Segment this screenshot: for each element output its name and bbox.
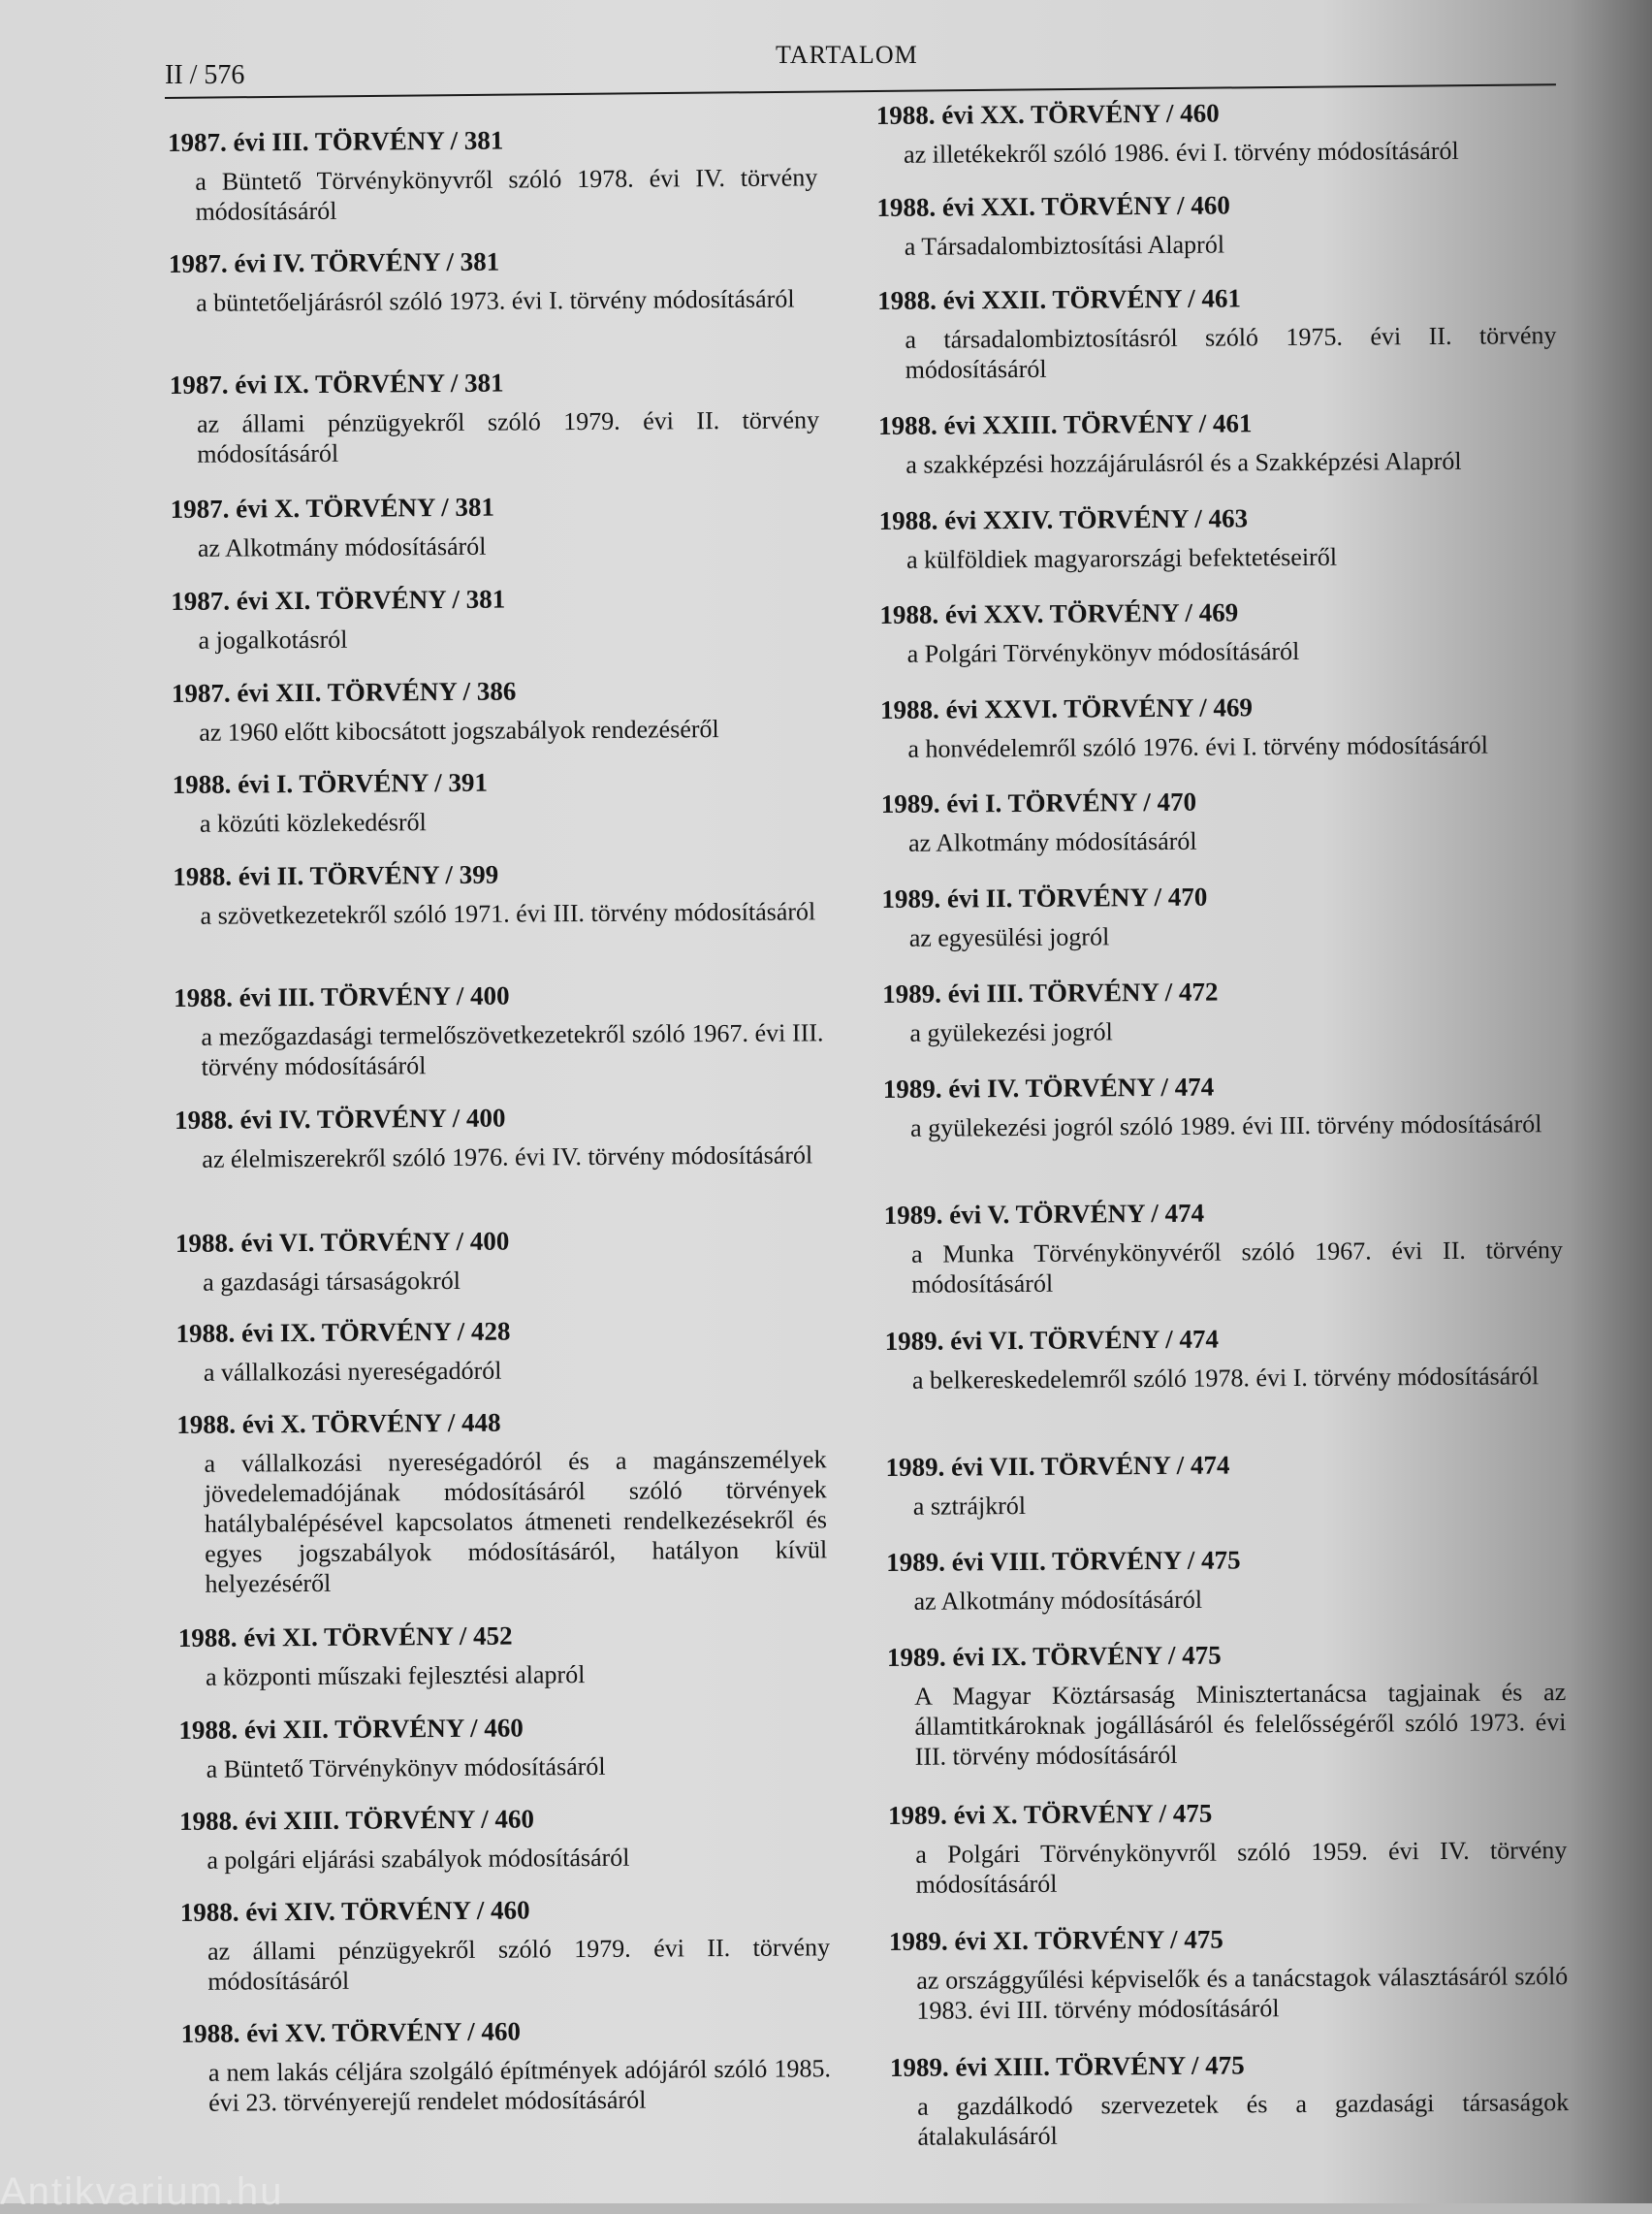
toc-entry <box>876 186 1555 262</box>
entry-description: a vállalkozási nyereségadóról és a magánszemélyek jövedelemadójának módosításáról szóló törvények hatálybalépésével kapcsolatos átmeneti rendelkezésekről és egyes jogszabályok módosításáról, hatályon kívül helyezéséről <box>204 1445 828 1598</box>
toc-entry <box>173 763 822 839</box>
entry-heading: 1988. évi XXIV. TÖRVÉNY / 463 <box>878 503 1249 535</box>
entry-description: a sztrájkról <box>912 1491 1027 1521</box>
entry-description: az élelmiszerekről szóló 1976. évi IV. törvény módosításáról <box>202 1140 813 1173</box>
entry-heading: 1987. évi IX. TÖRVÉNY / 381 <box>169 368 504 400</box>
entry-description: az állami pénzügyekről szóló 1979. évi II. törvény módosításáról <box>196 405 820 468</box>
toc-entry <box>878 404 1557 480</box>
toc-entry <box>883 1068 1562 1143</box>
toc-entry <box>168 121 818 227</box>
entry-description: a honvédelemről szóló 1976. évi I. törvény módosításáról <box>907 730 1489 763</box>
toc-entry <box>171 488 820 563</box>
entry-heading: 1989. évi III. TÖRVÉNY / 472 <box>882 977 1219 1009</box>
toc-entry <box>175 1222 825 1298</box>
toc-entry <box>174 977 824 1082</box>
toc-entry <box>882 973 1561 1048</box>
entry-heading: 1989. évi XIII. TÖRVÉNY / 475 <box>889 2050 1245 2082</box>
entry-description: a külföldiek magyarországi befektetéseiről <box>905 542 1338 574</box>
toc-entry <box>172 672 821 748</box>
entry-description: a szövetkezetekről szóló 1971. évi III. törvény módosításáról <box>200 897 816 930</box>
toc-entry <box>881 878 1560 953</box>
entry-description: a Társadalombiztosítási Alapról <box>904 230 1225 261</box>
entry-heading: 1988. évi XX. TÖRVÉNY / 460 <box>875 98 1220 130</box>
entry-heading: 1989. évi I. TÖRVÉNY / 470 <box>880 786 1197 818</box>
toc-entry <box>889 1920 1569 2026</box>
entry-description: a gazdálkodó szervezetek és a gazdasági társaságok átalakulásáról <box>917 2088 1570 2151</box>
toc-entry <box>170 364 820 469</box>
entry-description: a Büntető Törvénykönyv módosításáról <box>206 1751 606 1783</box>
toc-entry <box>176 1403 827 1599</box>
toc-entry <box>181 2012 832 2118</box>
entry-description: az Alkotmány módosításáról <box>197 531 487 562</box>
entry-description: a jogalkotásról <box>198 625 348 655</box>
entry-heading: 1989. évi X. TÖRVÉNY / 475 <box>887 1798 1213 1830</box>
entry-heading: 1988. évi XV. TÖRVÉNY / 460 <box>180 2016 522 2048</box>
entry-heading: 1987. évi IV. TÖRVÉNY / 381 <box>168 246 500 278</box>
toc-entry <box>890 2046 1570 2152</box>
entry-description: a szakképzési hozzájárulásról és a Szakképzési Alapról <box>905 446 1462 479</box>
toc-entry <box>175 1312 825 1388</box>
entry-description: az Alkotmány módosításáról <box>913 1585 1203 1616</box>
entry-description: az országgyűlési képviselők és a tanácstagok választásáról szóló 1983. évi III. törvény módosításáról <box>916 1962 1569 2025</box>
page-number: II / 576 <box>165 60 245 90</box>
header-title: TARTALOM <box>776 41 918 69</box>
entry-description: az egyesülési jogról <box>908 922 1110 952</box>
entry-heading: 1988. évi X. TÖRVÉNY / 448 <box>176 1407 501 1439</box>
entry-heading: 1988. évi IX. TÖRVÉNY / 428 <box>175 1316 511 1348</box>
entry-heading: 1988. évi XXII. TÖRVÉNY / 461 <box>877 283 1242 315</box>
entry-heading: 1989. évi II. TÖRVÉNY / 470 <box>881 882 1208 914</box>
entry-description: az állami pénzügyekről szóló 1979. évi II. törvény módosításáról <box>206 1933 831 1996</box>
left-column <box>167 0 832 2203</box>
entry-heading: 1988. évi VI. TÖRVÉNY / 400 <box>175 1226 510 1258</box>
entry-heading: 1988. évi XXVI. TÖRVÉNY / 469 <box>880 692 1254 724</box>
toc-entry <box>885 1446 1564 1522</box>
entry-description: a polgári eljárási szabályok módosításáról <box>206 1843 630 1875</box>
toc-entry <box>179 1800 829 1876</box>
entry-heading: 1987. évi III. TÖRVÉNY / 381 <box>167 125 504 157</box>
entry-description: a gyülekezési jogról szóló 1989. évi III. törvény módosításáról <box>910 1109 1542 1142</box>
entry-description: a Polgári Törvénykönyvről szóló 1959. évi IV. törvény módosításáról <box>915 1836 1568 1899</box>
toc-entry <box>880 689 1559 764</box>
entry-heading: 1989. évi IX. TÖRVÉNY / 475 <box>886 1640 1222 1672</box>
toc-entry <box>180 1891 831 1997</box>
entry-heading: 1988. évi II. TÖRVÉNY / 399 <box>173 859 499 891</box>
toc-entry <box>876 94 1555 170</box>
entry-description: a vállalkozási nyereségadóról <box>203 1356 502 1387</box>
toc-entry <box>888 1794 1568 1900</box>
entry-heading: 1989. évi XI. TÖRVÉNY / 475 <box>888 1924 1223 1956</box>
toc-entry <box>887 1636 1567 1772</box>
entry-description: a Polgári Törvénykönyv módosításáról <box>906 636 1300 668</box>
entry-heading: 1989. évi VII. TÖRVÉNY / 474 <box>885 1450 1230 1482</box>
toc-entry <box>881 783 1560 858</box>
entry-description: a büntetőeljárásról szóló 1973. évi I. törvény módosításáról <box>196 284 795 317</box>
entry-heading: 1987. évi XI. TÖRVÉNY / 381 <box>171 584 506 616</box>
entry-heading: 1988. évi XIII. TÖRVÉNY / 460 <box>179 1804 535 1836</box>
entry-heading: 1989. évi V. TÖRVÉNY / 474 <box>883 1198 1205 1230</box>
toc-entry <box>169 242 818 318</box>
toc-entry <box>884 1194 1564 1300</box>
entry-description: az Alkotmány módosításáról <box>907 826 1197 857</box>
entry-heading: 1987. évi X. TÖRVÉNY / 381 <box>170 492 495 524</box>
entry-description: a nem lakás céljára szolgáló építmények adójáról szóló 1985. évi 23. törvényerejű rendelet módosításáról <box>207 2054 832 2117</box>
entry-description: a központi műszaki fejlesztési alapról <box>205 1660 586 1691</box>
entry-description: a közúti közlekedésről <box>199 808 427 838</box>
toc-entry <box>879 594 1558 669</box>
toc-entry <box>171 580 820 656</box>
entry-heading: 1987. évi XII. TÖRVÉNY / 386 <box>171 676 517 708</box>
entry-heading: 1988. évi XXV. TÖRVÉNY / 469 <box>879 597 1239 629</box>
entry-heading: 1988. évi XI. TÖRVÉNY / 452 <box>177 1620 513 1652</box>
entry-heading: 1988. évi III. TÖRVÉNY / 400 <box>174 980 510 1012</box>
watermark-text: Antikvarium.hu <box>0 2170 284 2213</box>
entry-heading: 1988. évi XXI. TÖRVÉNY / 460 <box>876 190 1230 222</box>
entry-description: A Magyar Köztársaság Minisztertanácsa tagjainak és az államtitkároknak jogállásáról és felelősségéről szóló 1973. évi III. törvény módosításáról <box>914 1678 1567 1771</box>
entry-description: a mezőgazdasági termelőszövetkezetekről szóló 1967. évi III. törvény módosításáról <box>201 1018 824 1081</box>
toc-entry <box>178 1617 828 1692</box>
entry-description: a társadalombiztosításról szóló 1975. évi II. törvény módosításáról <box>905 321 1557 384</box>
toc-entry <box>879 499 1558 575</box>
entry-description: a Büntető Törvénykönyvről szóló 1978. évi IV. törvény módosításáról <box>195 163 818 226</box>
entry-heading: 1989. évi IV. TÖRVÉNY / 474 <box>882 1072 1215 1104</box>
entry-heading: 1989. évi VI. TÖRVÉNY / 474 <box>884 1324 1220 1356</box>
toc-entry <box>173 855 822 931</box>
entry-heading: 1988. évi XII. TÖRVÉNY / 460 <box>178 1713 524 1745</box>
toc-entry <box>877 279 1557 385</box>
entry-description: a gyülekezési jogról <box>909 1017 1113 1047</box>
entry-heading: 1988. évi XXIII. TÖRVÉNY / 461 <box>877 408 1253 440</box>
toc-entry <box>175 1099 824 1174</box>
entry-description: a Munka Törvénykönyvéről szóló 1967. évi II. törvény módosításáról <box>910 1235 1564 1299</box>
entry-heading: 1988. évi XIV. TÖRVÉNY / 460 <box>179 1895 530 1927</box>
entry-description: az 1960 előtt kibocsátott jogszabályok rendezéséről <box>199 715 719 747</box>
entry-description: az illetékekről szóló 1986. évi I. törvény módosításáról <box>904 136 1459 169</box>
entry-heading: 1989. évi VIII. TÖRVÉNY / 475 <box>886 1545 1241 1577</box>
entry-heading: 1988. évi I. TÖRVÉNY / 391 <box>172 767 489 799</box>
right-column <box>875 0 1570 2203</box>
toc-entry <box>178 1709 828 1784</box>
entry-description: a gazdasági társaságokról <box>203 1266 461 1297</box>
toc-entry <box>885 1320 1564 1396</box>
entry-description: a belkereskedelemről szóló 1978. évi I. törvény módosításáról <box>911 1362 1540 1395</box>
toc-entry <box>886 1541 1565 1617</box>
entry-heading: 1988. évi IV. TÖRVÉNY / 400 <box>174 1103 506 1135</box>
